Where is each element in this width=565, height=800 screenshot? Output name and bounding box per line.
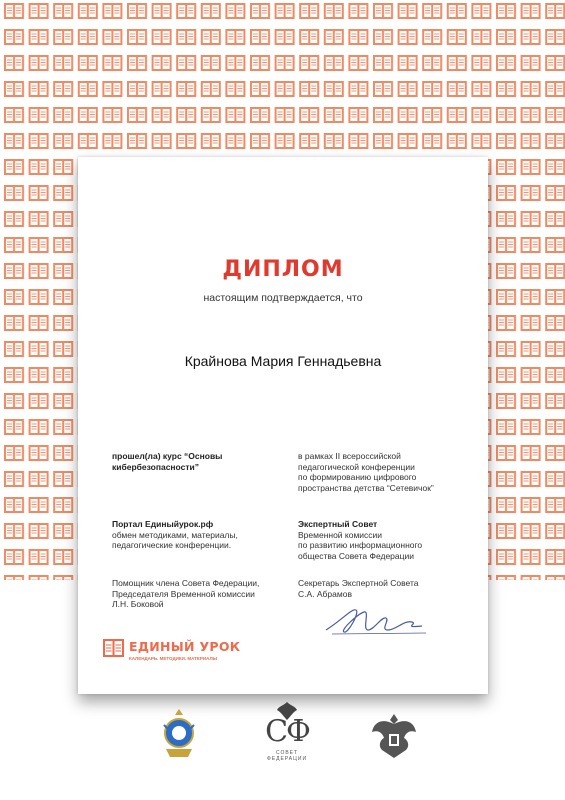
logo-tagline: КАЛЕНДАРЬ. МЕТОДИКИ. МАТЕРИАЛЫ bbox=[129, 656, 218, 661]
portal-desc-1: обмен методиками, материалы, bbox=[112, 529, 238, 540]
left-signatory-line-1: Помощник члена Совета Федерации, bbox=[112, 578, 260, 588]
course-block bbox=[112, 451, 282, 472]
left-signatory-line-3: Л.Н. Боковой bbox=[112, 599, 164, 609]
course-line-2: кибербезопасности” bbox=[112, 461, 200, 472]
course-line-1: прошел(ла) курс “Основы bbox=[112, 451, 223, 461]
signature-image bbox=[322, 600, 432, 640]
conference-block bbox=[298, 451, 478, 493]
council-block bbox=[298, 519, 478, 561]
diploma-subtitle: настоящим подтверждается, что bbox=[203, 292, 363, 304]
conference-line-3: по формированию цифрового bbox=[298, 472, 417, 482]
council-line-2: по развитию информационного bbox=[298, 540, 423, 550]
portal-block bbox=[112, 519, 282, 551]
diploma-sheet bbox=[78, 157, 488, 694]
portal-name: Портал Единыйурок.рф bbox=[112, 519, 214, 529]
book-logo-icon bbox=[102, 638, 126, 660]
edinyi-urok-logo bbox=[102, 636, 262, 666]
conference-line-1: в рамках II всероссийской bbox=[298, 451, 401, 461]
sf-caption-2: ФЕДЕРАЦИИ bbox=[266, 756, 308, 762]
conference-line-2: педагогической конференции bbox=[298, 461, 415, 472]
portal-desc-2: педагогические конференции. bbox=[112, 540, 232, 550]
federation-council-emblem bbox=[255, 700, 319, 770]
left-signatory-line-2: Председателя Временной комиссии bbox=[112, 588, 255, 599]
sf-letters: СФ bbox=[265, 714, 309, 749]
russian-coat-of-arms-icon bbox=[370, 710, 418, 762]
conference-line-4: пространства детства “Сетевичок” bbox=[298, 482, 434, 493]
left-signatory-block bbox=[112, 578, 292, 610]
sf-caption-1: СОВЕТ bbox=[275, 750, 299, 756]
council-line-3: общества Совета Федерации bbox=[298, 550, 414, 561]
council-line-1: Временной комиссии bbox=[298, 529, 383, 540]
right-signatory-line-1: Секретарь Экспертной Совета bbox=[298, 578, 419, 588]
recipient-name: Крайнова Мария Геннадьевна bbox=[184, 353, 382, 369]
right-signatory-block bbox=[298, 578, 478, 599]
logo-title: ЕДИНЫЙ УРОК bbox=[129, 639, 241, 654]
council-name: Экспертный Совет bbox=[298, 519, 378, 529]
right-signatory-line-2: С.А. Абрамов bbox=[298, 588, 352, 599]
diploma-title: ДИПЛОМ bbox=[222, 257, 344, 282]
academy-emblem-icon bbox=[160, 705, 198, 761]
